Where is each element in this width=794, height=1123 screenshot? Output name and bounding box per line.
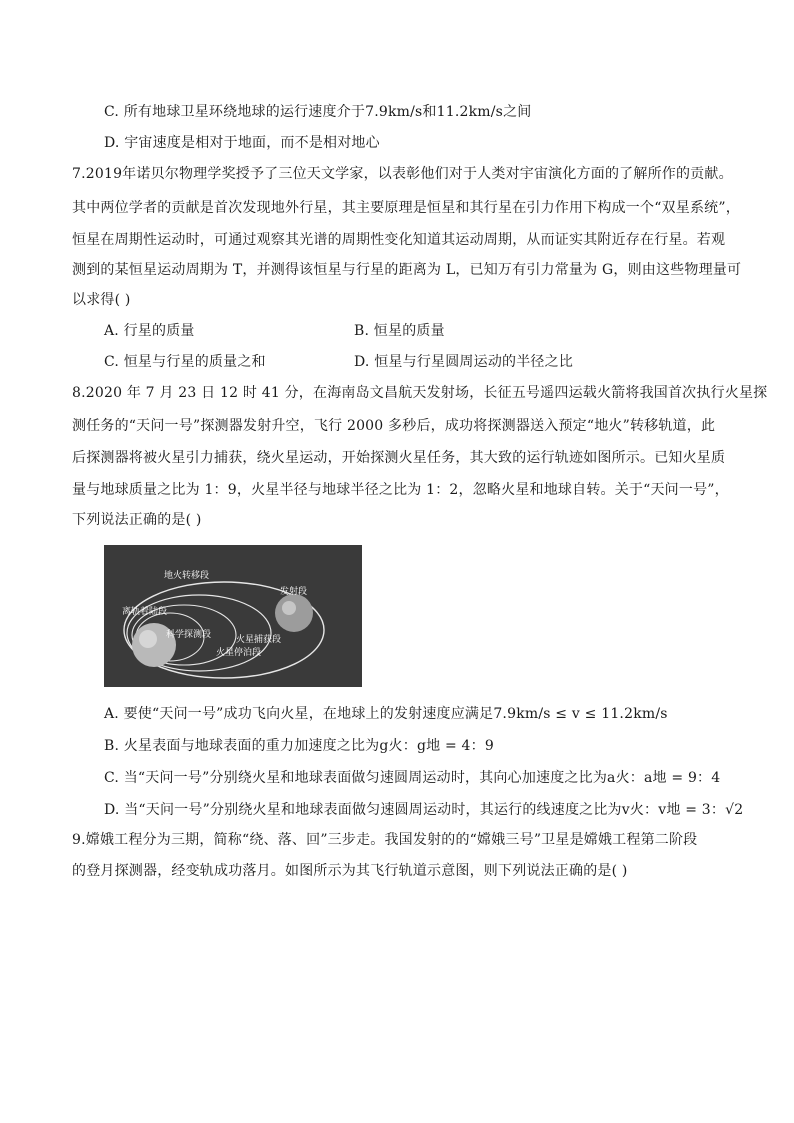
q8-line5: 下列说法正确的是( ) (72, 512, 202, 528)
orbit-diagram-svg (104, 545, 362, 687)
earth-icon (275, 594, 313, 632)
q8-line1: 8.2020 年 7 月 23 日 12 时 41 分，在海南岛文昌航天发射场，长征五号遥四运载火箭将我国首次执行火星探 (72, 385, 768, 401)
q7-option-a: A. 行星的质量 (104, 323, 195, 339)
q7-line1: 7.2019年诺贝尔物理学奖授予了三位天文学家，以表彰他们对于人类对宇宙演化方面的了解所作的贡献。 (72, 166, 733, 182)
q7-line5: 以求得( ) (72, 292, 131, 308)
label-parking: 火星停泊段 (216, 648, 262, 658)
q8-line3: 后探测器将被火星引力捕获，绕火星运动，开始探测火星任务，其大致的运行轨迹如图所示。已知火星质 (72, 450, 726, 466)
q8-line4: 量与地球质量之比为 1：9，火星半径与地球半径之比为 1：2，忽略火星和地球自转。关于“天问一号”， (72, 482, 729, 498)
q9-line1: 9.嫦娥工程分为三期，简称“绕、落、回”三步走。我国发射的的“嫦娥三号”卫星是嫦娥工程第二阶段 (72, 832, 698, 848)
q8-option-c: C. 当“天问一号”分别绕火星和地球表面做匀速圆周运动时，其向心加速度之比为a火：a地 = 9：4 (104, 770, 721, 786)
label-launch: 发射段 (280, 587, 308, 597)
opt6d: D. 宇宙速度是相对于地面，而不是相对地心 (104, 135, 380, 151)
q7-line3: 恒星在周期性运动时，可通过观察其光谱的周期性变化知道其运动周期，从而证实其附近存在行星。若观 (72, 232, 726, 248)
q8-option-d: D. 当“天问一号”分别绕火星和地球表面做匀速圆周运动时，其运行的线速度之比为v火：v地 = 3：√2 (104, 802, 744, 818)
opt6c: C. 所有地球卫星环绕地球的运行速度介于7.9km/s和11.2km/s之间 (104, 104, 532, 120)
q7-option-b: B. 恒星的质量 (354, 323, 445, 339)
q7-option-d: D. 恒星与行星圆周运动的半径之比 (354, 354, 574, 370)
q7-line4: 测到的某恒星运动周期为 T，并测得该恒星与行星的距离为 L，已知万有引力常量为 G，则由这些物理量可 (72, 262, 742, 278)
q7-option-c: C. 恒星与行星的质量之和 (104, 354, 266, 370)
label-capture: 火星捕获段 (236, 635, 282, 645)
q8-option-b: B. 火星表面与地球表面的重力加速度之比为g火：g地 = 4：9 (104, 738, 494, 754)
label-science: 科学探测段 (166, 630, 212, 640)
q8-line2: 测任务的“天问一号”探测器发射升空，飞行 2000 多秒后，成功将探测器送入预定“地火”转移轨道，此 (72, 418, 716, 434)
q8-option-a: A. 要使“天问一号”成功飞向火星，在地球上的发射速度应满足7.9km/s ≤ v ≤ 11.2km/s (104, 706, 668, 722)
q9-line2: 的登月探测器，经变轨成功落月。如图所示为其飞行轨道示意图，则下列说法正确的是( ) (72, 863, 628, 879)
orbit-diagram (104, 545, 362, 687)
label-departure: 离轨着陆段 (122, 607, 168, 617)
q7-line2: 其中两位学者的贡献是首次发现地外行星，其主要原理是恒星和其行星在引力作用下构成一个“双星系统”， (72, 200, 740, 216)
label-transfer: 地火转移段 (164, 571, 210, 581)
